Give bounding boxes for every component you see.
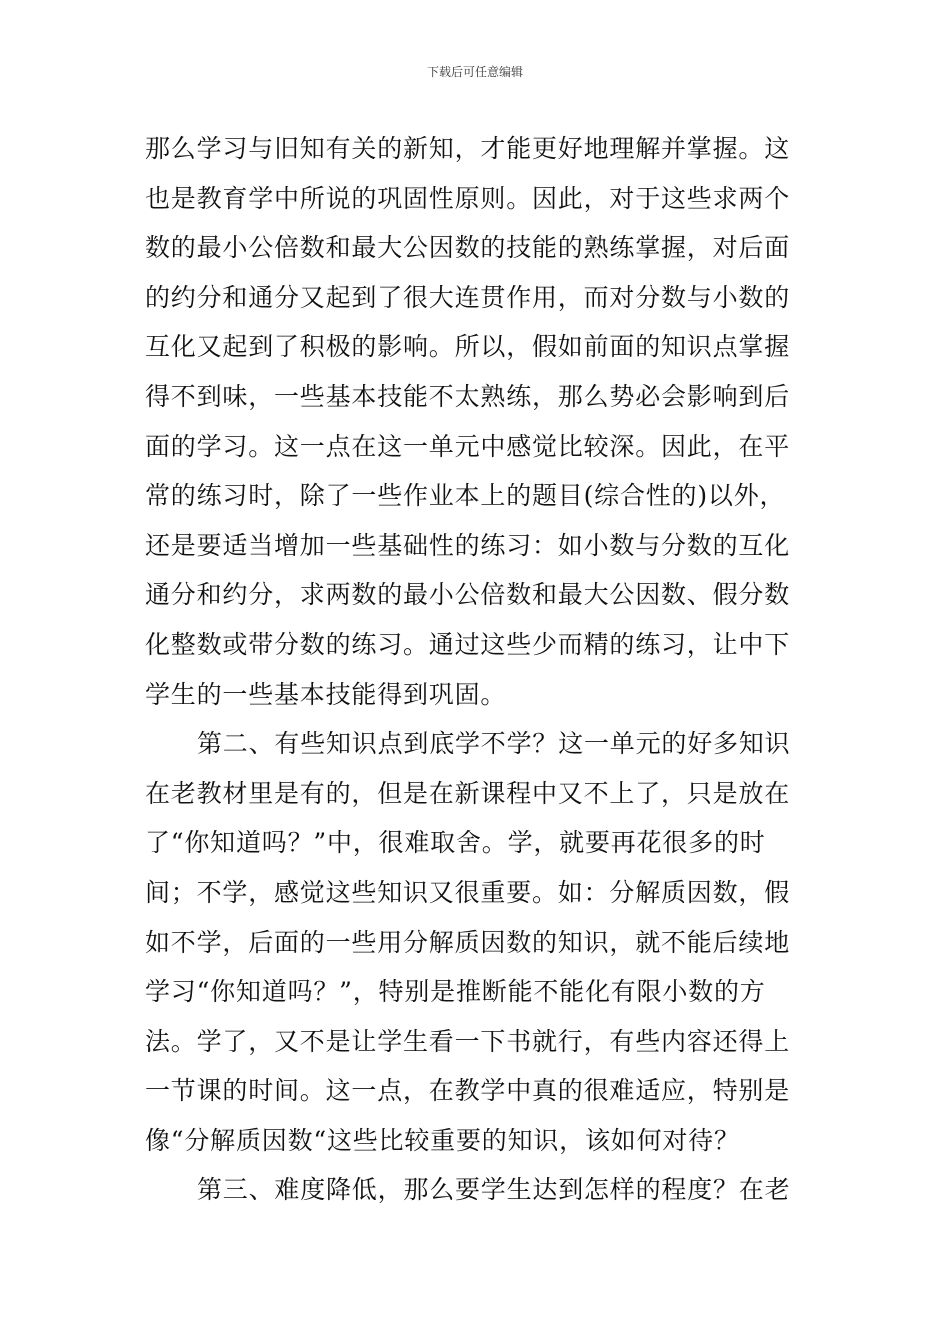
- text-line: 法。学了，又不是让学生看一下书就行，有些内容还得上: [145, 1026, 791, 1056]
- text-line: 还是要适当增加一些基础性的练习：如小数与分数的互化: [145, 530, 791, 560]
- text-line: 如不学，后面的一些用分解质因数的知识，就不能后续地: [145, 927, 791, 957]
- text-line: 学生的一些基本技能得到巩固。: [145, 679, 507, 709]
- text-line: 得不到味，一些基本技能不太熟练，那么势必会影响到后: [145, 381, 791, 411]
- text-line: 了“你知道吗？”中，很难取舍。学，就要再花很多的时: [145, 828, 766, 858]
- text-line: 通分和约分，求两数的最小公倍数和最大公因数、假分数: [145, 580, 791, 610]
- text-line: 那么学习与旧知有关的新知，才能更好地理解并掌握。这: [145, 134, 791, 163]
- document-body: [145, 124, 810, 1215]
- paragraph-start-line: 第二、有些知识点到底学不学？这一单元的好多知识: [197, 729, 791, 759]
- text-line: 面的学习。这一点在这一单元中感觉比较深。因此，在平: [145, 431, 791, 461]
- text-line: 也是教育学中所说的巩固性原则。因此，对于这些求两个: [145, 183, 791, 213]
- text-line: 化整数或带分数的练习。通过这些少而精的练习，让中下: [145, 629, 791, 659]
- page-header: 下载后可任意编辑: [426, 65, 523, 79]
- paragraph-start-line: 第三、难度降低，那么要学生达到怎样的程度？在老: [197, 1175, 791, 1205]
- text-line: 常的练习时，除了一些作业本上的题目(综合性的)以外，: [145, 481, 786, 511]
- text-line: 一节课的时间。这一点，在教学中真的很难适应，特别是: [145, 1076, 791, 1106]
- text-line: 互化又起到了积极的影响。所以，假如前面的知识点掌握: [145, 332, 791, 362]
- text-line: 学习“你知道吗？”，特别是推断能不能化有限小数的方: [145, 977, 766, 1007]
- text-line: 间；不学，感觉这些知识又很重要。如：分解质因数，假: [145, 877, 791, 907]
- text-line: 数的最小公倍数和最大公因数的技能的熟练掌握，对后面: [145, 233, 791, 263]
- text-line: 像“分解质因数“这些比较重要的知识，该如何对待？: [145, 1125, 740, 1155]
- text-line: 的约分和通分又起到了很大连贯作用，而对分数与小数的: [145, 282, 791, 312]
- text-line: 在老教材里是有的，但是在新课程中又不上了，只是放在: [145, 778, 791, 808]
